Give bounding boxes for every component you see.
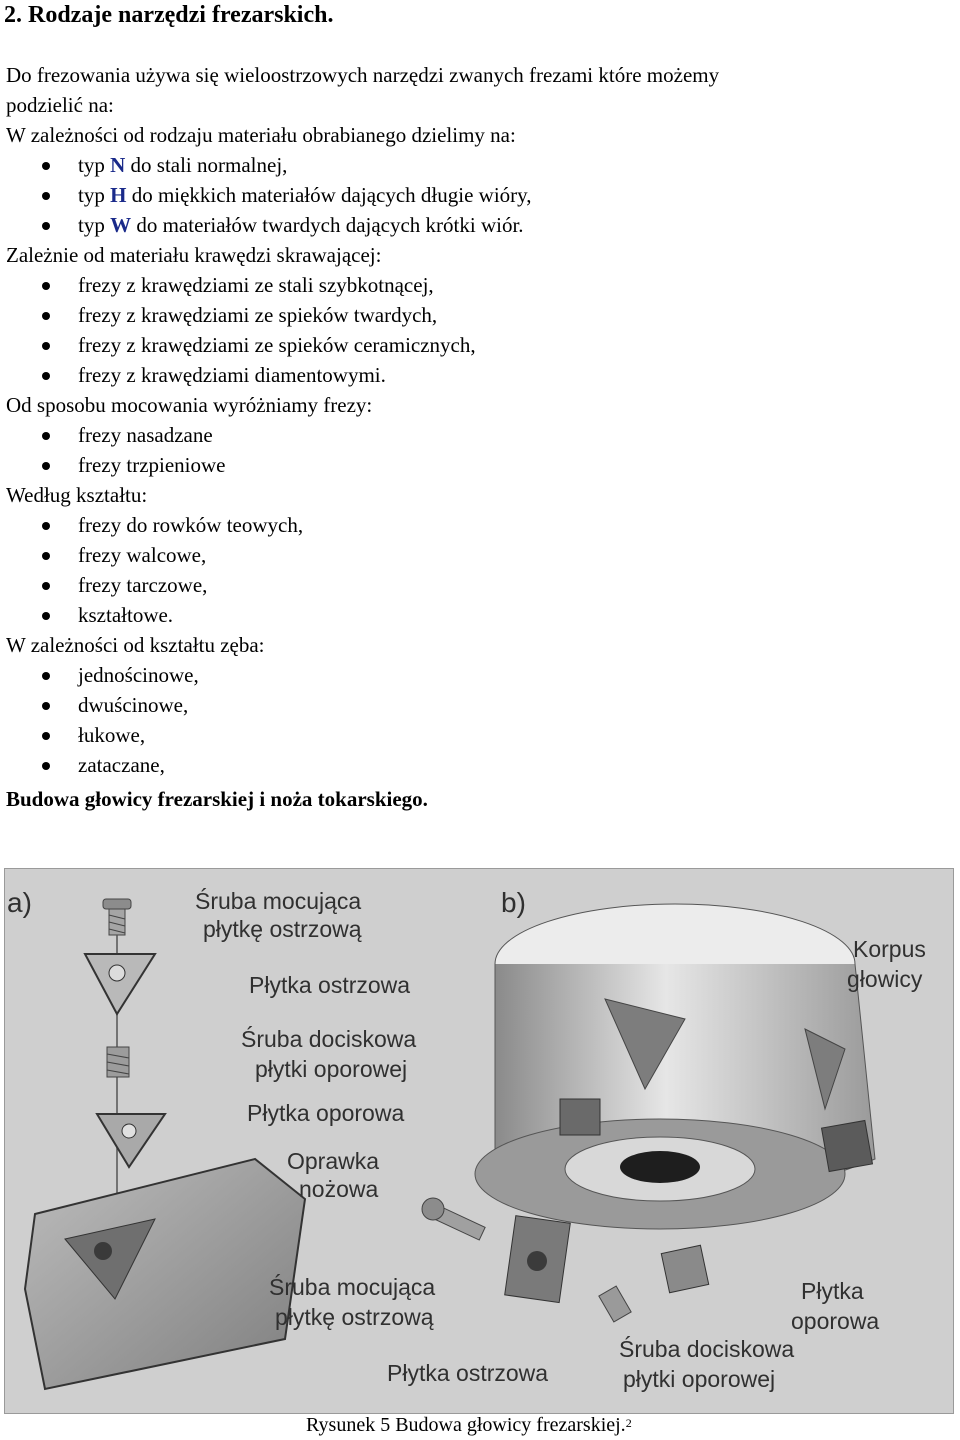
list-item: zataczane,: [78, 753, 165, 777]
label-b-plytka-oporowa-2: oporowa: [791, 1308, 880, 1334]
label-b-korpus-1: Korpus: [853, 936, 926, 962]
list-item: frezy z krawędziami ze spieków twardych,: [78, 303, 438, 327]
bullet-icon: [42, 552, 50, 560]
cutting-insert-icon: [85, 954, 155, 1014]
list-item: frezy do rowków teowych,: [78, 513, 304, 537]
bullet-icon: [42, 372, 50, 380]
milling-head-figure: [4, 868, 954, 1414]
milling-head-body-icon: [475, 904, 875, 1229]
label-b-plytka-ostrzowa: Płytka ostrzowa: [387, 1360, 549, 1386]
panel-b-label: b): [501, 887, 526, 918]
bullet-icon: [42, 462, 50, 470]
list-item: frezy nasadzane: [78, 423, 213, 447]
tool-holder-icon: [25, 1159, 305, 1389]
bullet-icon: [42, 342, 50, 350]
bullet-icon: [42, 432, 50, 440]
support-insert-icon: [97, 1114, 165, 1167]
support-plate-b-icon: [661, 1245, 708, 1292]
intro-line-2: podzielić na:: [6, 93, 114, 117]
label-b-korpus-2: głowicy: [847, 966, 923, 992]
label-a-oprawka-2: nożowa: [299, 1176, 379, 1202]
shape-heading: Według kształtu:: [6, 483, 148, 507]
list-item-material-n: typ N do stali normalnej,: [78, 153, 288, 177]
list-item: frezy walcowe,: [78, 543, 207, 567]
mounting-heading: Od sposobu mocowania wyróżniamy frezy:: [6, 393, 373, 417]
bullet-icon: [42, 522, 50, 530]
list-item: kształtowe.: [78, 603, 174, 627]
label-b-sruba-mocujaca-2: płytkę ostrzową: [275, 1304, 434, 1330]
list-item: jednościnowe,: [78, 663, 199, 687]
label-a-plytka-oporowa: Płytka oporowa: [247, 1100, 405, 1126]
screw-icon: [103, 899, 131, 935]
label-a-sruba-dociskowa-2: płytki oporowej: [255, 1056, 408, 1082]
insert-b-icon: [505, 1216, 571, 1303]
list-item: dwuścinowe,: [78, 693, 189, 717]
section-title: Budowa głowicy frezarskiej i noża tokarskiego.: [6, 787, 428, 811]
label-b-plytka-oporowa-1: Płytka: [801, 1278, 864, 1304]
label-a-oprawka-1: Oprawka: [287, 1148, 380, 1174]
material-heading: W zależności od rodzaju materiału obrabianego dzielimy na:: [6, 123, 516, 147]
label-a-plytka-ostrzowa: Płytka ostrzowa: [249, 972, 411, 998]
label-b-sruba-dociskowa-2: płytki oporowej: [623, 1366, 776, 1392]
list-item: frezy tarczowe,: [78, 573, 208, 597]
bullet-icon: [42, 762, 50, 770]
figure-caption: Rysunek 5 Budowa głowicy frezarskiej.$^2$: [306, 1414, 632, 1436]
support-screw-b-icon: [599, 1286, 631, 1322]
intro-line-1: Do frezowania używa się wieloostrzowych narzędzi zwanych frezami które możemy: [6, 63, 720, 87]
bullet-icon: [42, 612, 50, 620]
list-item: frezy trzpieniowe: [78, 453, 226, 477]
list-item-material-w: typ W do materiałów twardych dających krótki wiór.: [78, 213, 524, 237]
bullet-icon: [42, 222, 50, 230]
list-item: łukowe,: [78, 723, 146, 747]
bullet-icon: [42, 672, 50, 680]
bullet-icon: [42, 582, 50, 590]
label-a-sruba-dociskowa-1: Śruba dociskowa: [241, 1026, 417, 1052]
label-b-sruba-dociskowa-1: Śruba dociskowa: [619, 1336, 795, 1362]
bullet-icon: [42, 162, 50, 170]
tooth-heading: W zależności od kształtu zęba:: [6, 633, 265, 657]
panel-a-label: a): [7, 887, 32, 918]
bullet-icon: [42, 192, 50, 200]
screw-b-icon: [422, 1198, 485, 1240]
list-item: frezy z krawędziami ze stali szybkotnącej,: [78, 273, 434, 297]
list-item-material-h: typ H do miękkich materiałów dających długie wióry,: [78, 183, 532, 207]
page-heading: 2. Rodzaje narzędzi frezarskich.: [4, 2, 334, 28]
support-screw-icon: [107, 1047, 129, 1077]
bullet-icon: [42, 312, 50, 320]
bullet-icon: [42, 702, 50, 710]
label-a-sruba-mocujaca-2: płytkę ostrzową: [203, 916, 362, 942]
list-item: frezy z krawędziami ze spieków ceramicznych,: [78, 333, 476, 357]
bullet-icon: [42, 282, 50, 290]
list-item: frezy z krawędziami diamentowymi.: [78, 363, 386, 387]
bullet-icon: [42, 732, 50, 740]
edge-heading: Zależnie od materiału krawędzi skrawającej:: [6, 243, 382, 267]
label-a-sruba-mocujaca-1: Śruba mocująca: [195, 888, 362, 914]
label-b-sruba-mocujaca-1: Śruba mocująca: [269, 1274, 436, 1300]
